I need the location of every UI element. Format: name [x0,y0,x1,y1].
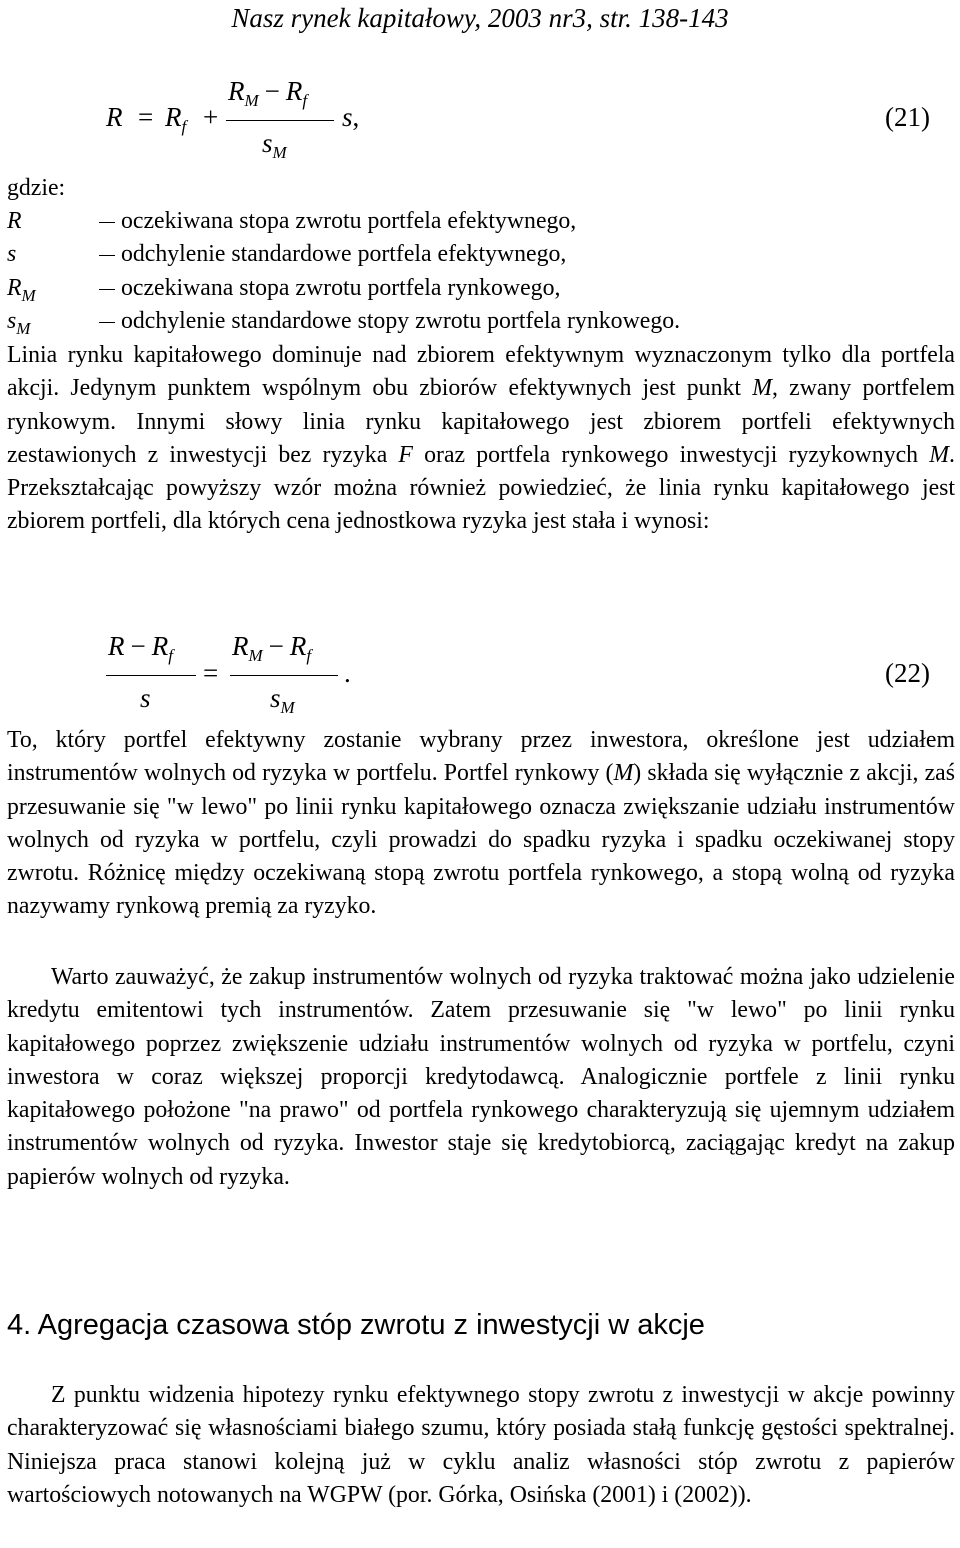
eq22-left-denominator: s [140,683,151,713]
running-header: Nasz rynek kapitałowy, 2003 nr3, str. 138-143 [231,3,729,33]
eq21-number: (21) [885,102,930,132]
paragraph-3: Warto zauważyć, że zakup instrumentów wolnych od ryzyka traktować można jako udzielenie kredytu emitentowi tych instrumentów. Zatem przesuwanie się "w lewo" po linii rynku kapitałowego poprzez zwiększenie udziału instrumentów wolnych od ryzyka w portfelu, czyni inwestora w coraz większej proporcji kredytodawcą. Analogicznie portfele z linii rynku kapitałowego położone "na prawo" od portfela rynkowego charakteryzują się ujemnym udziałem instrumentów wolnych od ryzyka. Inwestor staje się kredytobiorcą, zaciągając kredyt na zakup papierów wolnych od ryzyka. [7,964,955,1190]
dash [99,322,115,323]
eq22-right-numerator: $R_M - R_f$ [232,631,312,665]
eq21-plus: + [203,102,219,132]
definition-text: odchylenie standardowe portfela efektywnego, [99,238,566,271]
eq21-numerator: $R_M - R_f$ [228,76,308,110]
definition-text: odchylenie standardowe stopy zwrotu portfela rynkowego. [99,305,680,338]
eq21-lhs: R [106,102,123,132]
definition-symbol: $s_M$ [7,307,31,338]
dash [99,255,115,256]
eq22-left-fraction-bar [106,675,196,676]
paragraph-1: Linia rynku kapitałowego dominuje nad zbiorem efektywnym wyznaczonym tylko dla portfela akcji. Jedynym punktem wspólnym obu zbiorów efektywnych jest punkt M, zwany portfelem rynkowym. Innymi słowy linia rynku kapitałowego jest zbiorem portfeli efektywnych zestawionych z inwestycji bez ryzyka F oraz portfela rynkowego inwestycji ryzykownych M. Przekształcając powyższy wzór można również powiedzieć, że linia rynku kapitałowego jest zbiorem portfeli, dla których cena jednostkowa ryzyka jest stała i wynosi: [7,342,955,535]
eq22-right-denominator: $s_M$ [270,683,295,717]
eq22-dot: . [344,658,351,688]
eq21-rf: $R_f$ [165,102,187,136]
eq21-fraction-bar [226,120,334,121]
definition-text: oczekiwana stopa zwrotu portfela efektywnego, [99,205,576,238]
eq22-right-fraction-bar [230,675,338,676]
definition-text: oczekiwana stopa zwrotu portfela rynkowego, [99,272,560,305]
definition-symbol: R [7,208,22,234]
dash [99,289,115,290]
eq21-equals: = [138,102,154,132]
paragraph-4: Z punktu widzenia hipotezy rynku efektywnego stopy zwrotu z inwestycji w akcje powinny charakteryzować się własnościami białego szumu, który posiada stałą funkcję gęstości spektralnej. Niniejsza praca stanowi kolejną już w cyklu analiz własności stóp zwrotu z papierów wartościowych notowanych na WGPW (por. Górka, Osińska (2001) i (2002)). [7,1382,955,1508]
section-heading: 4. Agregacja czasowa stóp zwrotu z inwestycji w akcje [7,1309,705,1341]
paragraph-2: To, który portfel efektywny zostanie wybrany przez inwestora, określone jest udziałem instrumentów wolnych od ryzyka w portfelu. Portfel rynkowy (M) składa się wyłącznie z akcji, zaś przesuwanie się "w lewo" po linii rynku kapitałowego oznacza zwiększanie udziału instrumentów wolnych od ryzyka w portfelu, czyli prowadzi do spadku ryzyka i spadku oczekiwanej stopy zwrotu. Różnicę między oczekiwaną stopą zwrotu portfela rynkowego, a stopą wolną od ryzyka nazywamy rynkową premią za ryzyko. [7,727,955,920]
gdzie-label: gdzie: [7,175,66,201]
eq21-denominator: $s_M$ [262,128,287,162]
equation-22 [0,625,960,720]
definition-symbol: s [7,241,17,268]
eq22-equals: = [203,658,219,688]
eq22-left-numerator: $R - R_f$ [108,631,173,665]
definition-symbol: $R_M$ [7,274,36,305]
equation-21 [0,70,960,170]
dash [99,222,115,223]
eq21-mult: s, [342,102,360,132]
eq22-number: (22) [885,658,930,688]
